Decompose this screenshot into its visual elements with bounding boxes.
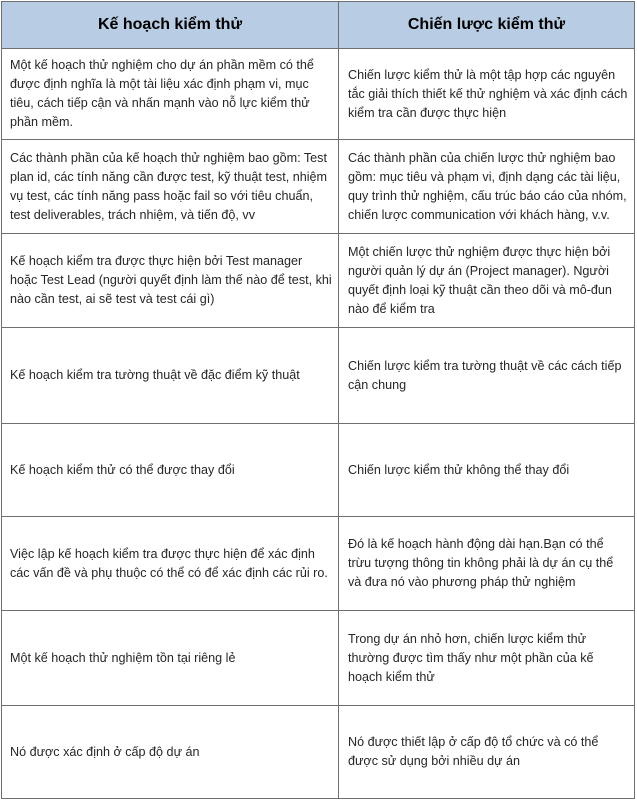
header-row bbox=[2, 2, 635, 49]
test-plan-cell: Kế hoạch kiểm tra được thực hiện bởi Test manager hoặc Test Lead (người quyết định làm thế nào để test, khi nào cần test, ai sẽ test và test cái gì) bbox=[2, 234, 339, 328]
header-test-strategy: Chiến lược kiểm thử bbox=[339, 2, 635, 49]
header-test-plan: Kế hoạch kiểm thử bbox=[2, 2, 339, 49]
test-strategy-cell: Đó là kế hoạch hành động dài hạn.Bạn có thể trừu tượng thông tin không phải là dự án cụ thể và đưa nó vào phương pháp thử nghiệm bbox=[339, 517, 635, 611]
test-strategy-cell: Chiến lược kiểm thử là một tập hợp các nguyên tắc giải thích thiết kế thử nghiệm và xác định cách kiểm tra cần được thực hiện bbox=[339, 49, 635, 140]
table-row bbox=[2, 49, 635, 140]
test-plan-cell: Nó được xác định ở cấp độ dự án bbox=[2, 706, 339, 799]
table-row bbox=[2, 140, 635, 234]
table-row bbox=[2, 328, 635, 424]
table-row bbox=[2, 706, 635, 799]
test-plan-cell: Kế hoạch kiểm thử có thể được thay đổi bbox=[2, 424, 339, 517]
test-strategy-cell: Các thành phần của chiến lược thử nghiệm bao gồm: mục tiêu và phạm vi, định dạng các tài liệu, quy trình thử nghiệm, cấu trúc báo cáo của nhóm, chiến lược communication với khách hàng, v.v. bbox=[339, 140, 635, 234]
test-strategy-cell: Chiến lược kiểm tra tường thuật về các cách tiếp cận chung bbox=[339, 328, 635, 424]
test-strategy-cell: Chiến lược kiểm thử không thể thay đổi bbox=[339, 424, 635, 517]
comparison-table bbox=[1, 1, 635, 799]
test-strategy-cell: Nó được thiết lập ở cấp độ tổ chức và có thể được sử dụng bởi nhiều dự án bbox=[339, 706, 635, 799]
test-plan-cell: Việc lập kế hoạch kiểm tra được thực hiện để xác định các vấn đề và phụ thuộc có thể có để xác định các rủi ro. bbox=[2, 517, 339, 611]
table-row bbox=[2, 611, 635, 706]
test-plan-cell: Kế hoạch kiểm tra tường thuật về đặc điểm kỹ thuật bbox=[2, 328, 339, 424]
table-row bbox=[2, 517, 635, 611]
table-row bbox=[2, 424, 635, 517]
test-strategy-cell: Một chiến lược thử nghiệm được thực hiện bởi người quản lý dự án (Project manager). Người quyết định loại kỹ thuật cần theo dõi và mô-đun nào để kiểm tra bbox=[339, 234, 635, 328]
test-plan-cell: Một kế hoạch thử nghiệm cho dự án phần mềm có thể được định nghĩa là một tài liệu xác định phạm vi, mục tiêu, cách tiếp cận và nhấn mạnh vào nỗ lực kiểm thử phần mềm. bbox=[2, 49, 339, 140]
test-plan-cell: Các thành phần của kế hoạch thử nghiệm bao gồm: Test plan id, các tính năng cần được test, kỹ thuật test, nhiệm vụ test, các tính năng pass hoặc fail so với tiêu chuẩn, test deliverables, trách nhiệm, và tiến độ, vv bbox=[2, 140, 339, 234]
test-plan-cell: Một kế hoạch thử nghiệm tồn tại riêng lẻ bbox=[2, 611, 339, 706]
test-strategy-cell: Trong dự án nhỏ hơn, chiến lược kiểm thử thường được tìm thấy như một phần của kế hoạch kiểm thử bbox=[339, 611, 635, 706]
table-row bbox=[2, 234, 635, 328]
